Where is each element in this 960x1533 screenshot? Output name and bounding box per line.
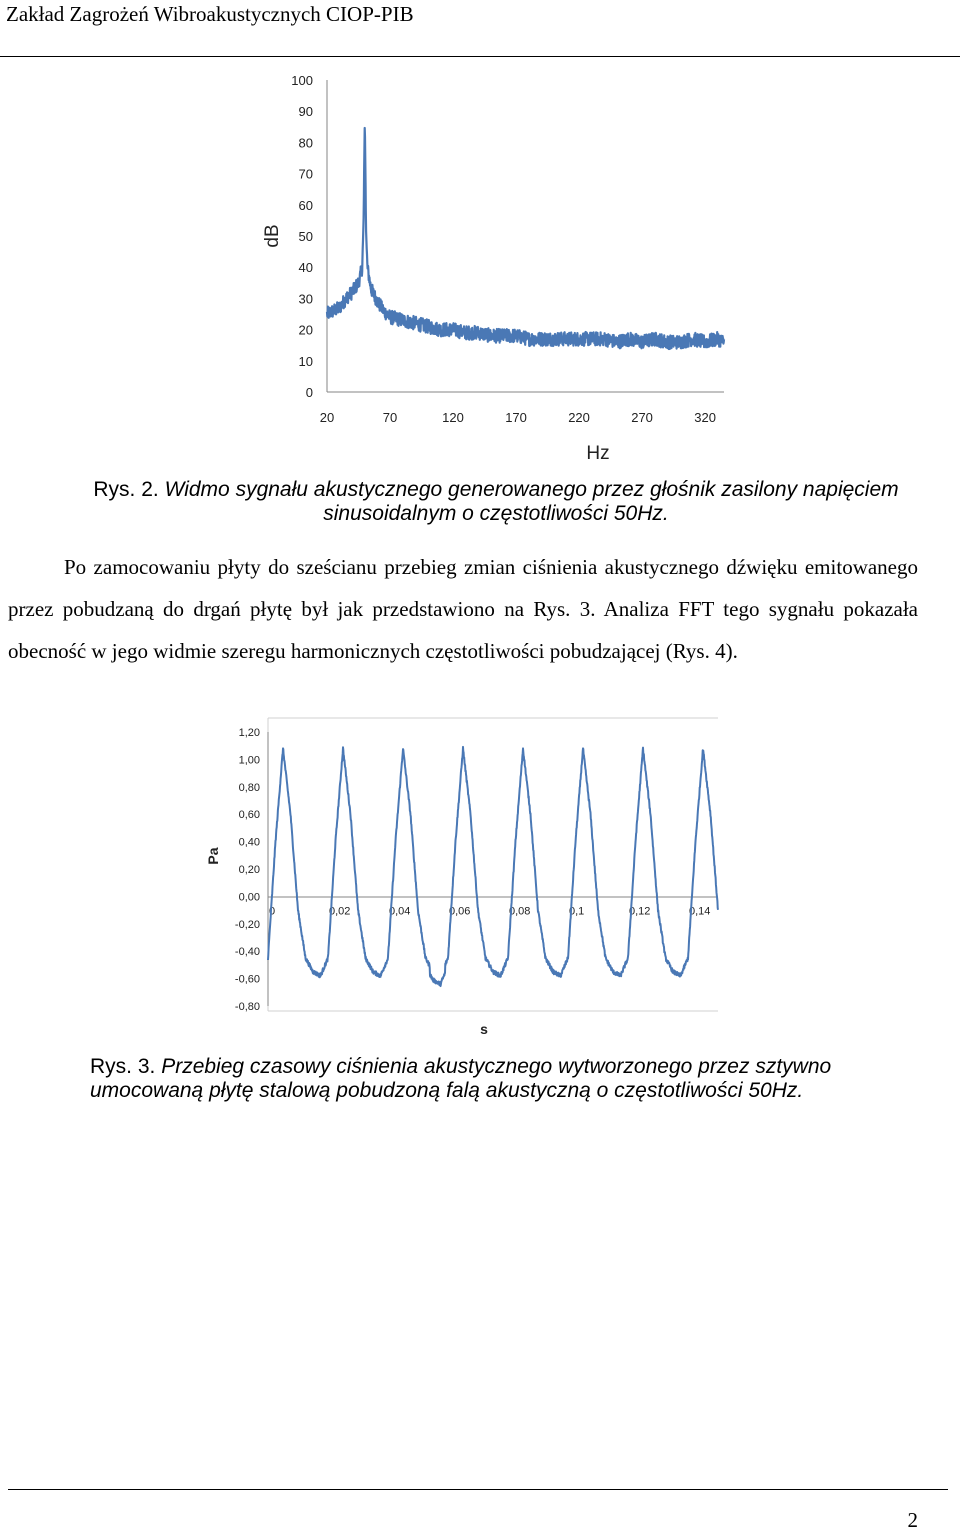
waveform-x-tick-label: 0 (269, 905, 276, 918)
spectrum-x-tick-label: 270 (631, 410, 653, 425)
spectrum-y-tick-label: 90 (298, 104, 313, 120)
spectrum-x-tick-label: 20 (319, 410, 335, 425)
spectrum-y-tick-label: 100 (291, 73, 313, 88)
spectrum-y-tick-label: 20 (298, 322, 313, 338)
figure2-caption-text: Widmo sygnału akustycznego generowanego przez głośnik zasilony napięciem sinusoidalnym o częstotliwości 50Hz. (164, 478, 899, 525)
waveform-x-tick-label: 0,04 (389, 905, 411, 918)
waveform-y-tick-label: -0,60 (234, 973, 260, 986)
spectrum-x-tick-label: 320 (694, 410, 716, 425)
paragraph-text: Po zamocowaniu płyty do sześcianu przebieg zmian ciśnienia akustycznego dźwięku emitowanego przez pobudzaną do drgań płytę był jak przedstawiono na Rys. 3. Analiza FFT tego sygnału pokazała obecność w jego widmie szeregu harmonicznych częstotliwości pobudzającej (Rys. 4). (8, 555, 918, 663)
waveform-x-tick-label: 0,12 (629, 905, 651, 918)
waveform-y-tick-label: 0,20 (238, 864, 260, 876)
spectrum-y-tick-label: 10 (298, 353, 313, 369)
figure3-caption-text: Przebieg czasowy ciśnienia akustycznego wytworzonego przez sztywno umocowaną płytę stalową pobudzoną falą akustyczną o częstotliwości 50Hz. (90, 1055, 832, 1102)
header-rule (0, 56, 960, 57)
figure2-caption (66, 478, 926, 526)
spectrum-y-axis-label: dB (262, 224, 283, 248)
header-title: Zakład Zagrożeń Wibroakustycznych CIOP-PIB (6, 2, 414, 26)
spectrum-y-tick-label: 70 (298, 166, 313, 182)
body-paragraph (8, 546, 918, 672)
waveform-series-line (268, 747, 718, 986)
waveform-y-tick-label: -0,80 (234, 1001, 260, 1013)
waveform-y-tick-label: 0,60 (238, 809, 260, 822)
spectrum-x-tick-label: 70 (382, 410, 398, 425)
spectrum-x-axis-label: Hz (586, 443, 610, 464)
waveform-y-tick-label: 0,00 (238, 891, 260, 904)
waveform-y-axis-label: Pa (205, 847, 221, 865)
spectrum-y-tick-label: 60 (298, 197, 313, 213)
figure3-caption (90, 1055, 940, 1103)
page-number: 2 (907, 1508, 918, 1532)
spectrum-chart (250, 62, 750, 472)
waveform-y-tick-label: -0,40 (234, 946, 260, 959)
waveform-x-tick-label: 0,1 (569, 905, 585, 918)
spectrum-x-tick-label: 120 (442, 410, 464, 425)
footer-rule (8, 1489, 948, 1490)
spectrum-series-line (327, 128, 724, 349)
figure2-caption-prefix: Rys. 2. (93, 478, 159, 501)
waveform-x-tick-label: 0,02 (329, 905, 351, 918)
spectrum-y-tick-label: 40 (298, 260, 313, 276)
waveform-x-tick-label: 0,14 (689, 905, 711, 918)
spectrum-y-tick-label: 30 (298, 291, 313, 307)
waveform-y-tick-label: 1,20 (238, 727, 260, 739)
waveform-x-axis-label: s (480, 1021, 488, 1037)
spectrum-y-tick-label: 50 (298, 229, 313, 244)
waveform-chart (200, 716, 740, 1046)
figure3-caption-prefix: Rys. 3. (90, 1055, 156, 1078)
waveform-x-tick-label: 0,08 (509, 905, 531, 918)
waveform-x-tick-label: 0,06 (449, 905, 471, 918)
spectrum-y-tick-label: 0 (305, 385, 313, 400)
spectrum-y-tick-label: 80 (298, 135, 313, 151)
waveform-y-tick-label: -0,20 (234, 918, 260, 931)
spectrum-x-tick-label: 170 (505, 410, 527, 425)
waveform-y-tick-label: 1,00 (238, 754, 260, 767)
waveform-y-tick-label: 0,40 (238, 836, 260, 849)
waveform-y-tick-label: 0,80 (238, 781, 260, 794)
spectrum-x-tick-label: 220 (568, 410, 590, 425)
